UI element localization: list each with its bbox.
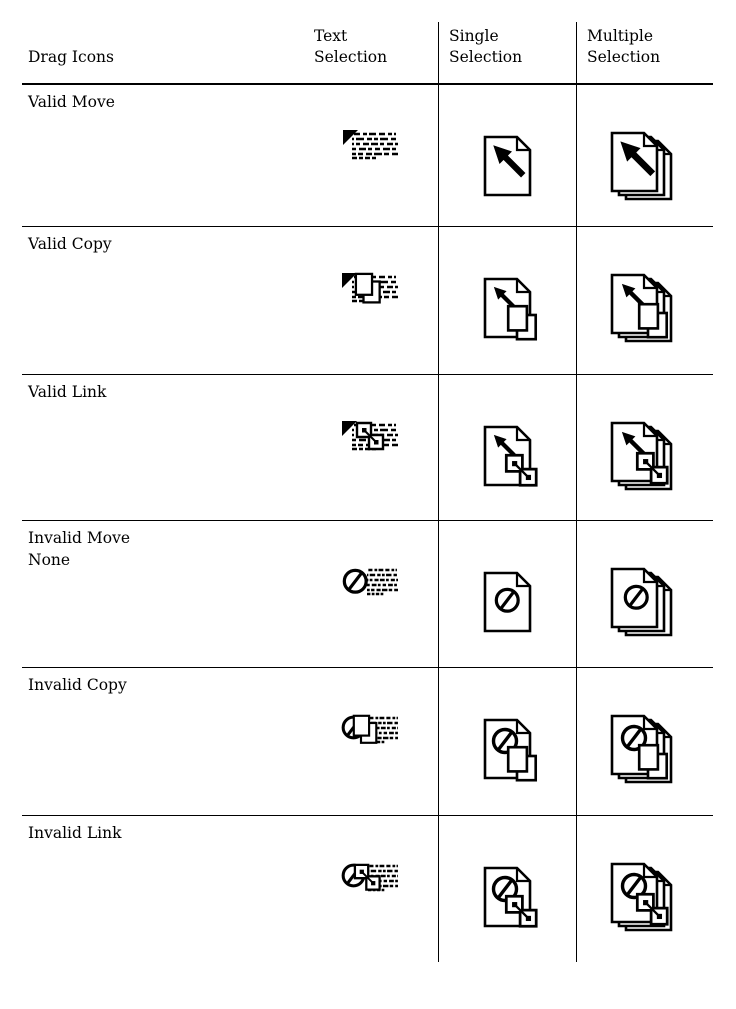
header-line: Multiple (587, 27, 654, 45)
valid-move-single-selection-icon (483, 135, 541, 203)
row-label: Valid Copy (28, 235, 112, 253)
valid-copy-single-selection-icon (483, 277, 541, 345)
invalid-link-multiple-selection-icon (610, 862, 676, 936)
valid-move-text-selection-icon (340, 129, 398, 161)
row-invalid-link (22, 816, 713, 962)
invalid-copy-text-selection-icon (340, 712, 398, 748)
invalid-copy-multiple-selection-icon (610, 714, 676, 788)
invalid-move-single-selection-icon (483, 571, 541, 639)
row-label: Invalid Move None (28, 529, 130, 569)
valid-link-multiple-selection-icon (610, 421, 676, 495)
valid-copy-text-selection-icon (340, 271, 398, 307)
header-multiple-selection (576, 22, 713, 83)
header-line: Selection (587, 48, 661, 66)
invalid-move-multiple-selection-icon (610, 567, 676, 641)
valid-link-text-selection-icon (340, 419, 398, 455)
header-line: Single (449, 27, 499, 45)
row-invalid-copy (22, 668, 713, 816)
invalid-move-text-selection-icon (340, 565, 398, 597)
drag-icons-table (22, 22, 713, 962)
header-line: Selection (314, 48, 388, 66)
row-label: Valid Move (28, 93, 115, 111)
row-valid-link (22, 375, 713, 521)
invalid-link-single-selection-icon (483, 866, 541, 934)
row-invalid-move (22, 521, 713, 668)
row-valid-copy (22, 227, 713, 375)
valid-link-single-selection-icon (483, 425, 541, 493)
row-valid-move (22, 85, 713, 227)
header-line: Selection (449, 48, 523, 66)
header-drag-icons (22, 22, 310, 83)
header-line: Drag Icons (28, 48, 114, 66)
invalid-link-text-selection-icon (340, 860, 398, 896)
row-label: Invalid Copy (28, 676, 127, 694)
row-label: Invalid Link (28, 824, 122, 842)
header-single-selection (438, 22, 576, 83)
valid-copy-multiple-selection-icon (610, 273, 676, 347)
invalid-copy-single-selection-icon (483, 718, 541, 786)
valid-move-multiple-selection-icon (610, 131, 676, 205)
header-line: Text (314, 27, 348, 45)
header-text-selection (310, 22, 438, 83)
row-label: Valid Link (28, 383, 107, 401)
table-header-row (22, 22, 713, 85)
